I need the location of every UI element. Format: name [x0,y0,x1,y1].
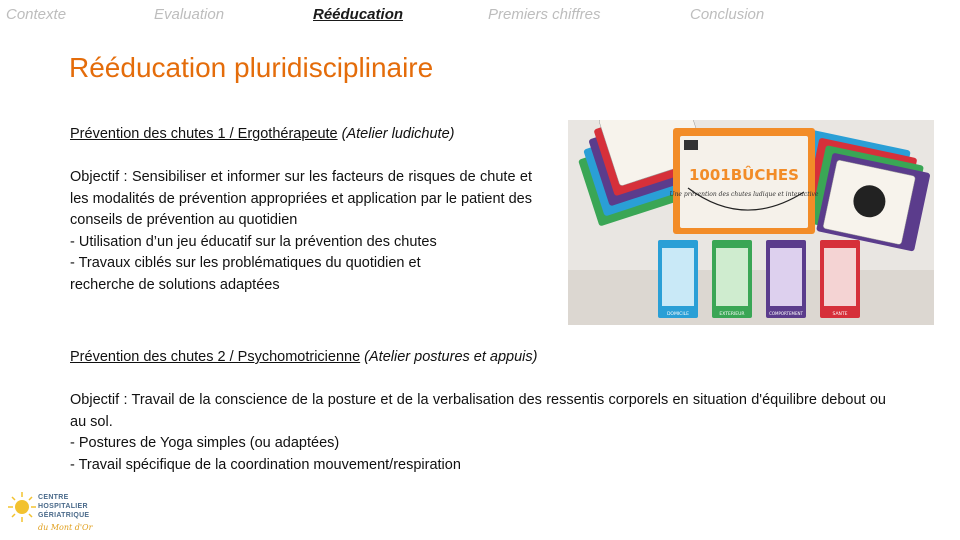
section2-body [70,390,886,476]
page-title: Rééducation pluridisciplinaire [69,52,434,83]
box-subtitle: Une prévention des chutes ludique et interactive [669,191,819,198]
section1-bullet: - Utilisation d’un jeu éducatif sur la prévention des chutes [70,233,437,250]
section2-bullet: - Travail spécifique de la coordination mouvement/respiration [70,456,461,473]
section1-heading [70,124,454,146]
game-photo-illustration [568,120,934,325]
logo-subtitle: du Mont d'Or [38,523,93,532]
nav-item-evaluation[interactable]: Evaluation [154,6,225,23]
nav-item-reeducation[interactable]: Rééducation [313,6,404,23]
game-photo [568,120,934,325]
section2-heading-main: Prévention des chutes 2 / Psychomotricienne [70,349,361,365]
section1-heading-main: Prévention des chutes 1 / Ergothérapeute [70,126,338,142]
logo-line: GÉRIATRIQUE [38,512,90,519]
card-label-exterieur: EXTERIEUR [719,312,745,317]
logo-line: CENTRE [38,494,69,501]
nav-item-premiers-chiffres[interactable]: Premiers chiffres [488,6,601,23]
logo-line: HOSPITALIER [38,503,88,510]
card-label-domicile: DOMICILE [666,312,690,317]
sun-logo-icon [8,490,38,524]
box-title: 1001BÛCHES [689,166,799,184]
section2-heading-note: (Atelier postures et appuis) [360,349,538,365]
section2-heading [70,347,537,369]
card-label-comportement: COMPORTEMENT [769,311,803,316]
hospital-logo [6,488,106,536]
nav-item-conclusion[interactable]: Conclusion [690,6,765,23]
section1-bullet: - Travaux ciblés sur les problématiques du quotidien et recherche de solutions adaptées [70,255,421,293]
card-label-sante: SANTE [832,312,848,317]
section2-objective: Objectif : Travail de la conscience de la posture et de la verbalisation des ressentis corporels en situation d'équilibre debout ou au sol. [70,392,886,430]
section1-body [70,167,532,296]
section1-heading-note: (Atelier ludichute) [337,126,455,142]
section1-objective: Objectif : Sensibiliser et informer sur les facteurs de risques de chute et les modalités de prévention appropriées et application par le patient des conseils de prévention au quotidien [70,169,532,228]
nav-item-contexte[interactable]: Contexte [6,6,67,23]
logo-text [38,493,89,520]
section2-bullet: - Postures de Yoga simples (ou adaptées) [70,435,340,451]
top-navigation [0,6,960,26]
